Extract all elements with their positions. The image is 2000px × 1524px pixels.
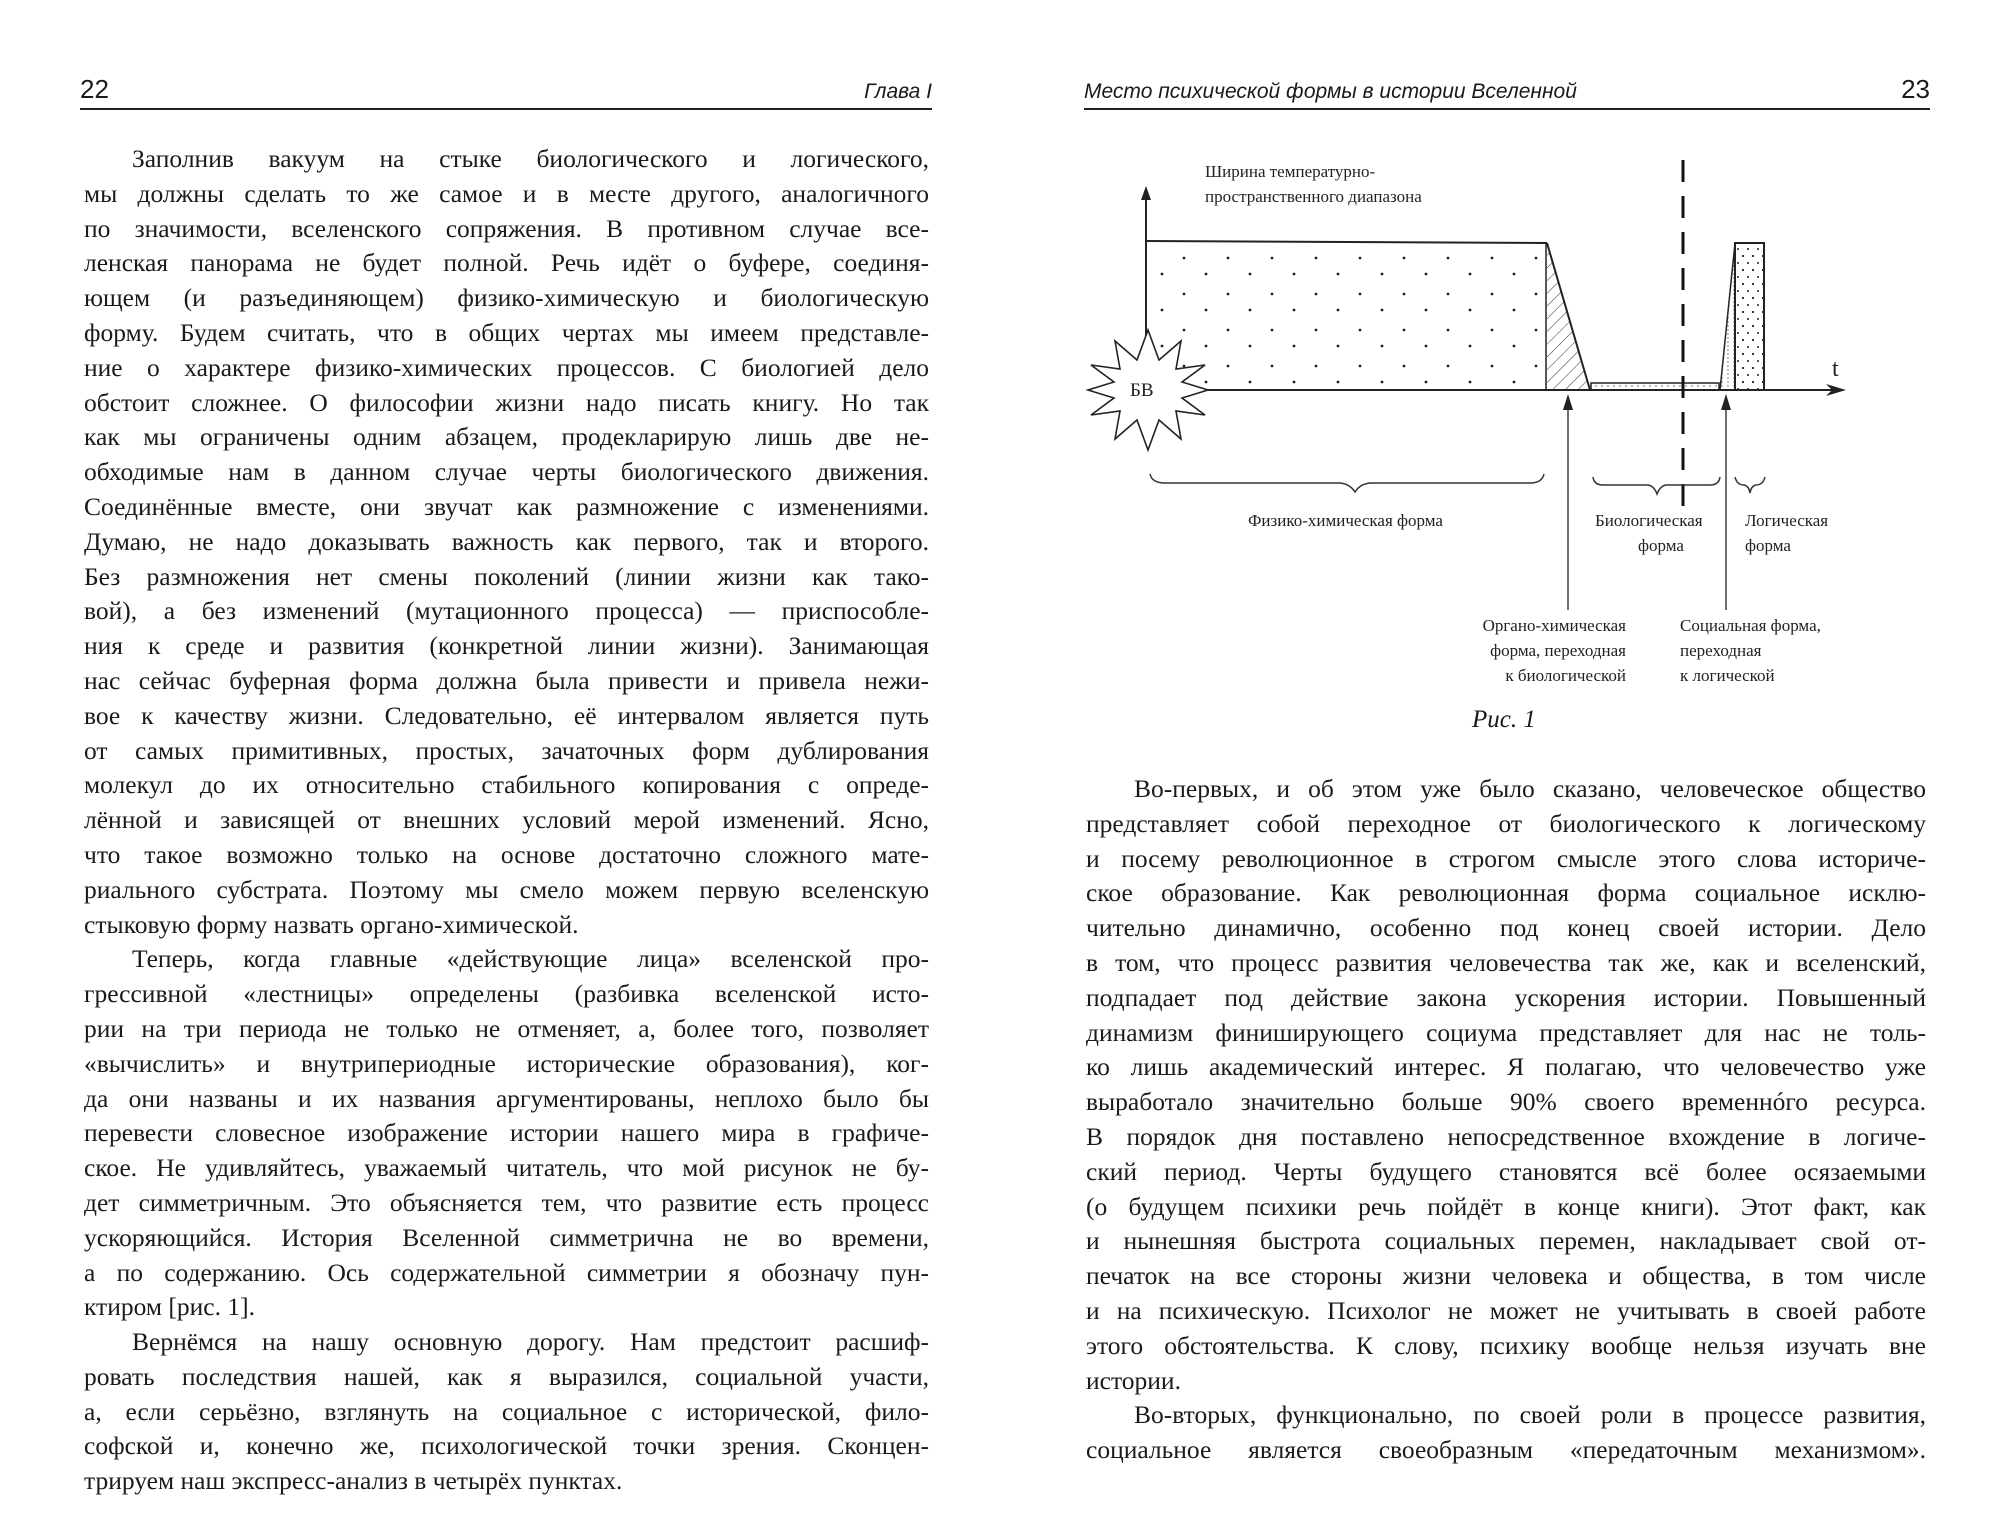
text-line: перевести словесное изображение истории нашего мира в графиче- (84, 1118, 929, 1148)
social-label (1680, 613, 1821, 688)
text-line: что такое возможно только на основе достаточно сложного мате- (84, 839, 929, 869)
text-line: представляет собой переходное от биологического к логическому (1086, 808, 1926, 838)
label-line: Социальная форма, (1680, 616, 1821, 635)
text-line: мы должны сделать то же самое и в месте другого, аналогичного (84, 178, 929, 208)
label-line: к биологической (1505, 666, 1626, 685)
text-line: Во-первых, и об этом уже было сказано, человеческое общество (1134, 774, 1926, 803)
logical-label: Логическая (1745, 511, 1829, 530)
text-line: Вернёмся на нашу основную дорогу. Нам предстоит расшиф- (132, 1327, 929, 1357)
text-line: Соединённые вместе, они звучат как размножение с изменениями. (84, 491, 929, 521)
label-line: переходная (1680, 641, 1762, 660)
text-line: ское образование. Как революционная форма социальное исклю- (1086, 878, 1926, 908)
biological-label: форма (1638, 536, 1684, 555)
physico-chemical-brace (1150, 474, 1544, 492)
text-line: нас сейчас буферная форма должна была привести и привела нежи- (84, 665, 929, 695)
text-line: социальное является своеобразным «передаточным механизмом». (1086, 1435, 1926, 1465)
text-line: ко лишь академический интерес. Я полагаю, что человечество уже (1086, 1052, 1926, 1082)
text-line: форму. Будем считать, что в общих чертах мы имеем представле- (84, 317, 929, 347)
text-line: ровать последствия нашей, как я выразился, социальной участи, (84, 1361, 929, 1391)
text-line: ское. Не удивляйтесь, уважаемый читатель, что мой рисунок не бу- (84, 1153, 929, 1183)
text-line: ленская панорама не будет полной. Речь идёт о буфере, соединя- (84, 248, 929, 278)
text-line: «вычислить» и внутрипериодные исторические образования), ког- (84, 1048, 929, 1078)
text-line: ния к среде и развития (конкретной линии жизни). Занимающая (84, 631, 929, 661)
text-line: чительно динамично, особенно под конец своей истории. Дело (1086, 913, 1926, 943)
text-line: печаток на все стороны жизни человека и общества, в том числе (1086, 1261, 1926, 1291)
text-line: лённой и зависящей от внешних условий мерой изменений. Ясно, (84, 805, 929, 835)
text-line: молекул до их относительно стабильного копирования с опреде- (84, 770, 929, 800)
text-line: и нынешняя быстрота социальных перемен, накладывает свой от- (1086, 1226, 1926, 1256)
text-line: подпадает под действие закона ускорения истории. Повышенный (1086, 982, 1926, 1012)
paragraph (84, 1325, 929, 1499)
t-axis-label: t (1832, 356, 1839, 382)
text-line: Теперь, когда главные «действующие лица» вселенской про- (132, 944, 929, 974)
running-head-left (80, 72, 932, 110)
biological-label: Биологическая (1595, 511, 1703, 530)
text-line: этого обстоятельства. К слову, психику вообще нельзя изучать вне (1086, 1330, 1926, 1360)
text-line: Без размножения нет смены поколений (линии жизни как тако- (84, 561, 929, 591)
label-line: к логической (1680, 666, 1775, 685)
label-line: Органо-химическая (1482, 616, 1626, 635)
biological-region (1591, 383, 1719, 390)
text-line: обходимые нам в данном случае черты биологического движения. (84, 457, 929, 487)
paragraph (84, 942, 929, 1325)
figure-caption: Рис. 1 (1472, 706, 1536, 733)
organo-chemical-pointer-arrow (1563, 394, 1573, 610)
text-line: Заполнив вакуум на стыке биологического и логического, (132, 144, 929, 173)
text-line: грессивной «лестницы» определены (разбивка вселенской исто- (84, 979, 929, 1009)
big-bang-label: БВ (1130, 380, 1154, 401)
text-line: вой), а без изменений (мутационного процесса) — приспособле- (84, 596, 929, 626)
biological-brace (1593, 477, 1720, 494)
physico-chemical-label: Физико-химическая форма (1248, 511, 1443, 530)
text-line: софской и, конечно же, психологической точки зрения. Сконцен- (84, 1431, 929, 1461)
chapter-title: Глава I (864, 80, 932, 103)
text-line: ускоряющийся. История Вселенной симметрична не во времени, (84, 1222, 929, 1252)
text-line: а, если серьёзно, взглянуть на социальное с исторической, фило- (84, 1396, 929, 1426)
text-line: (о будущем психики речь пойдёт в конце книги). Этот факт, как (1086, 1191, 1926, 1221)
social-pointer-arrow (1721, 394, 1731, 610)
text-line: стыковую форму назвать органо-химической. (84, 909, 579, 939)
text-line: от самых примитивных, простых, зачаточных форм дублирования (84, 735, 929, 765)
page-number: 23 (1901, 74, 1930, 104)
text-line: риального субстрата. Поэтому мы смело можем первую вселенскую (84, 874, 929, 904)
text-line: обстоит сложнее. О философии жизни надо писать книгу. Но так (84, 387, 929, 417)
logical-brace (1735, 477, 1765, 493)
organo-chemical-label (1400, 613, 1626, 688)
paragraph (84, 142, 929, 942)
text-line: и на психическую. Психолог не может не учитывать в своей работе (1086, 1295, 1926, 1325)
text-line: Думаю, не надо доказывать важность как первого, так и второго. (84, 526, 929, 556)
text-line: и посему революционное в строгом смысле этого слова историче- (1086, 843, 1926, 873)
text-line: ние о характере физико-химических процессов. С биологией дело (84, 352, 929, 382)
text-line: ский период. Черты будущего становятся всё более осязаемыми (1086, 1156, 1926, 1186)
text-line: ктиром [рис. 1]. (84, 1292, 255, 1322)
text-line: вое к качеству жизни. Следовательно, её интервалом является путь (84, 700, 929, 730)
text-line: трируем наш экспресс-анализ в четырёх пунктах. (84, 1466, 623, 1496)
text-line: истории. (1086, 1365, 1181, 1395)
social-region (1720, 243, 1735, 390)
page-number: 22 (80, 74, 109, 104)
body-text (1086, 772, 1926, 1468)
body-text (84, 142, 929, 1499)
text-line: динамизм финиширующего социума представляет для нас не толь- (1086, 1017, 1926, 1047)
text-line: как мы ограничены одним абзацем, продекларирую лишь две не- (84, 422, 929, 452)
text-line: дет симметричным. Это объясняется тем, что развитие есть процесс (84, 1187, 929, 1217)
figure-1-diagram (1000, 0, 2000, 770)
logical-region (1735, 243, 1764, 390)
right-page (1000, 0, 2000, 1524)
paragraph (1086, 1398, 1926, 1468)
organo-chemical-region (1547, 243, 1590, 390)
text-line: да они названы и их названия аргументированы, неплохо было бы (84, 1083, 929, 1113)
text-line: в том, что процесс развития человечества так же, как и вселенский, (1086, 947, 1926, 977)
text-line: по значимости, вселенского сопряжения. В противном случае все- (84, 213, 929, 243)
paragraph (1086, 772, 1926, 1398)
y-axis-label: Ширина температурно- (1205, 162, 1376, 181)
text-line: а по содержанию. Ось содержательной симметрии я обозначу пун- (84, 1257, 929, 1287)
y-axis-label: пространственного диапазона (1205, 187, 1422, 206)
text-line: выработало значительно больше 90% своего временнóго ресурса. (1086, 1087, 1926, 1117)
section-title: Место психической формы в истории Вселенной (1084, 80, 1577, 103)
logical-label: форма (1745, 536, 1791, 555)
text-line: Во-вторых, функционально, по своей роли в процессе развития, (1134, 1400, 1926, 1430)
label-line: форма, переходная (1490, 641, 1626, 660)
text-line: В порядок дня поставлено непосредственное вхождение в логиче- (1086, 1121, 1926, 1151)
text-line: ющем (и разъединяющем) физико-химическую и биологическую (84, 283, 929, 313)
physico-chemical-region (1146, 241, 1547, 390)
text-line: рии на три периода не только не отменяет, а, более того, позволяет (84, 1013, 929, 1043)
